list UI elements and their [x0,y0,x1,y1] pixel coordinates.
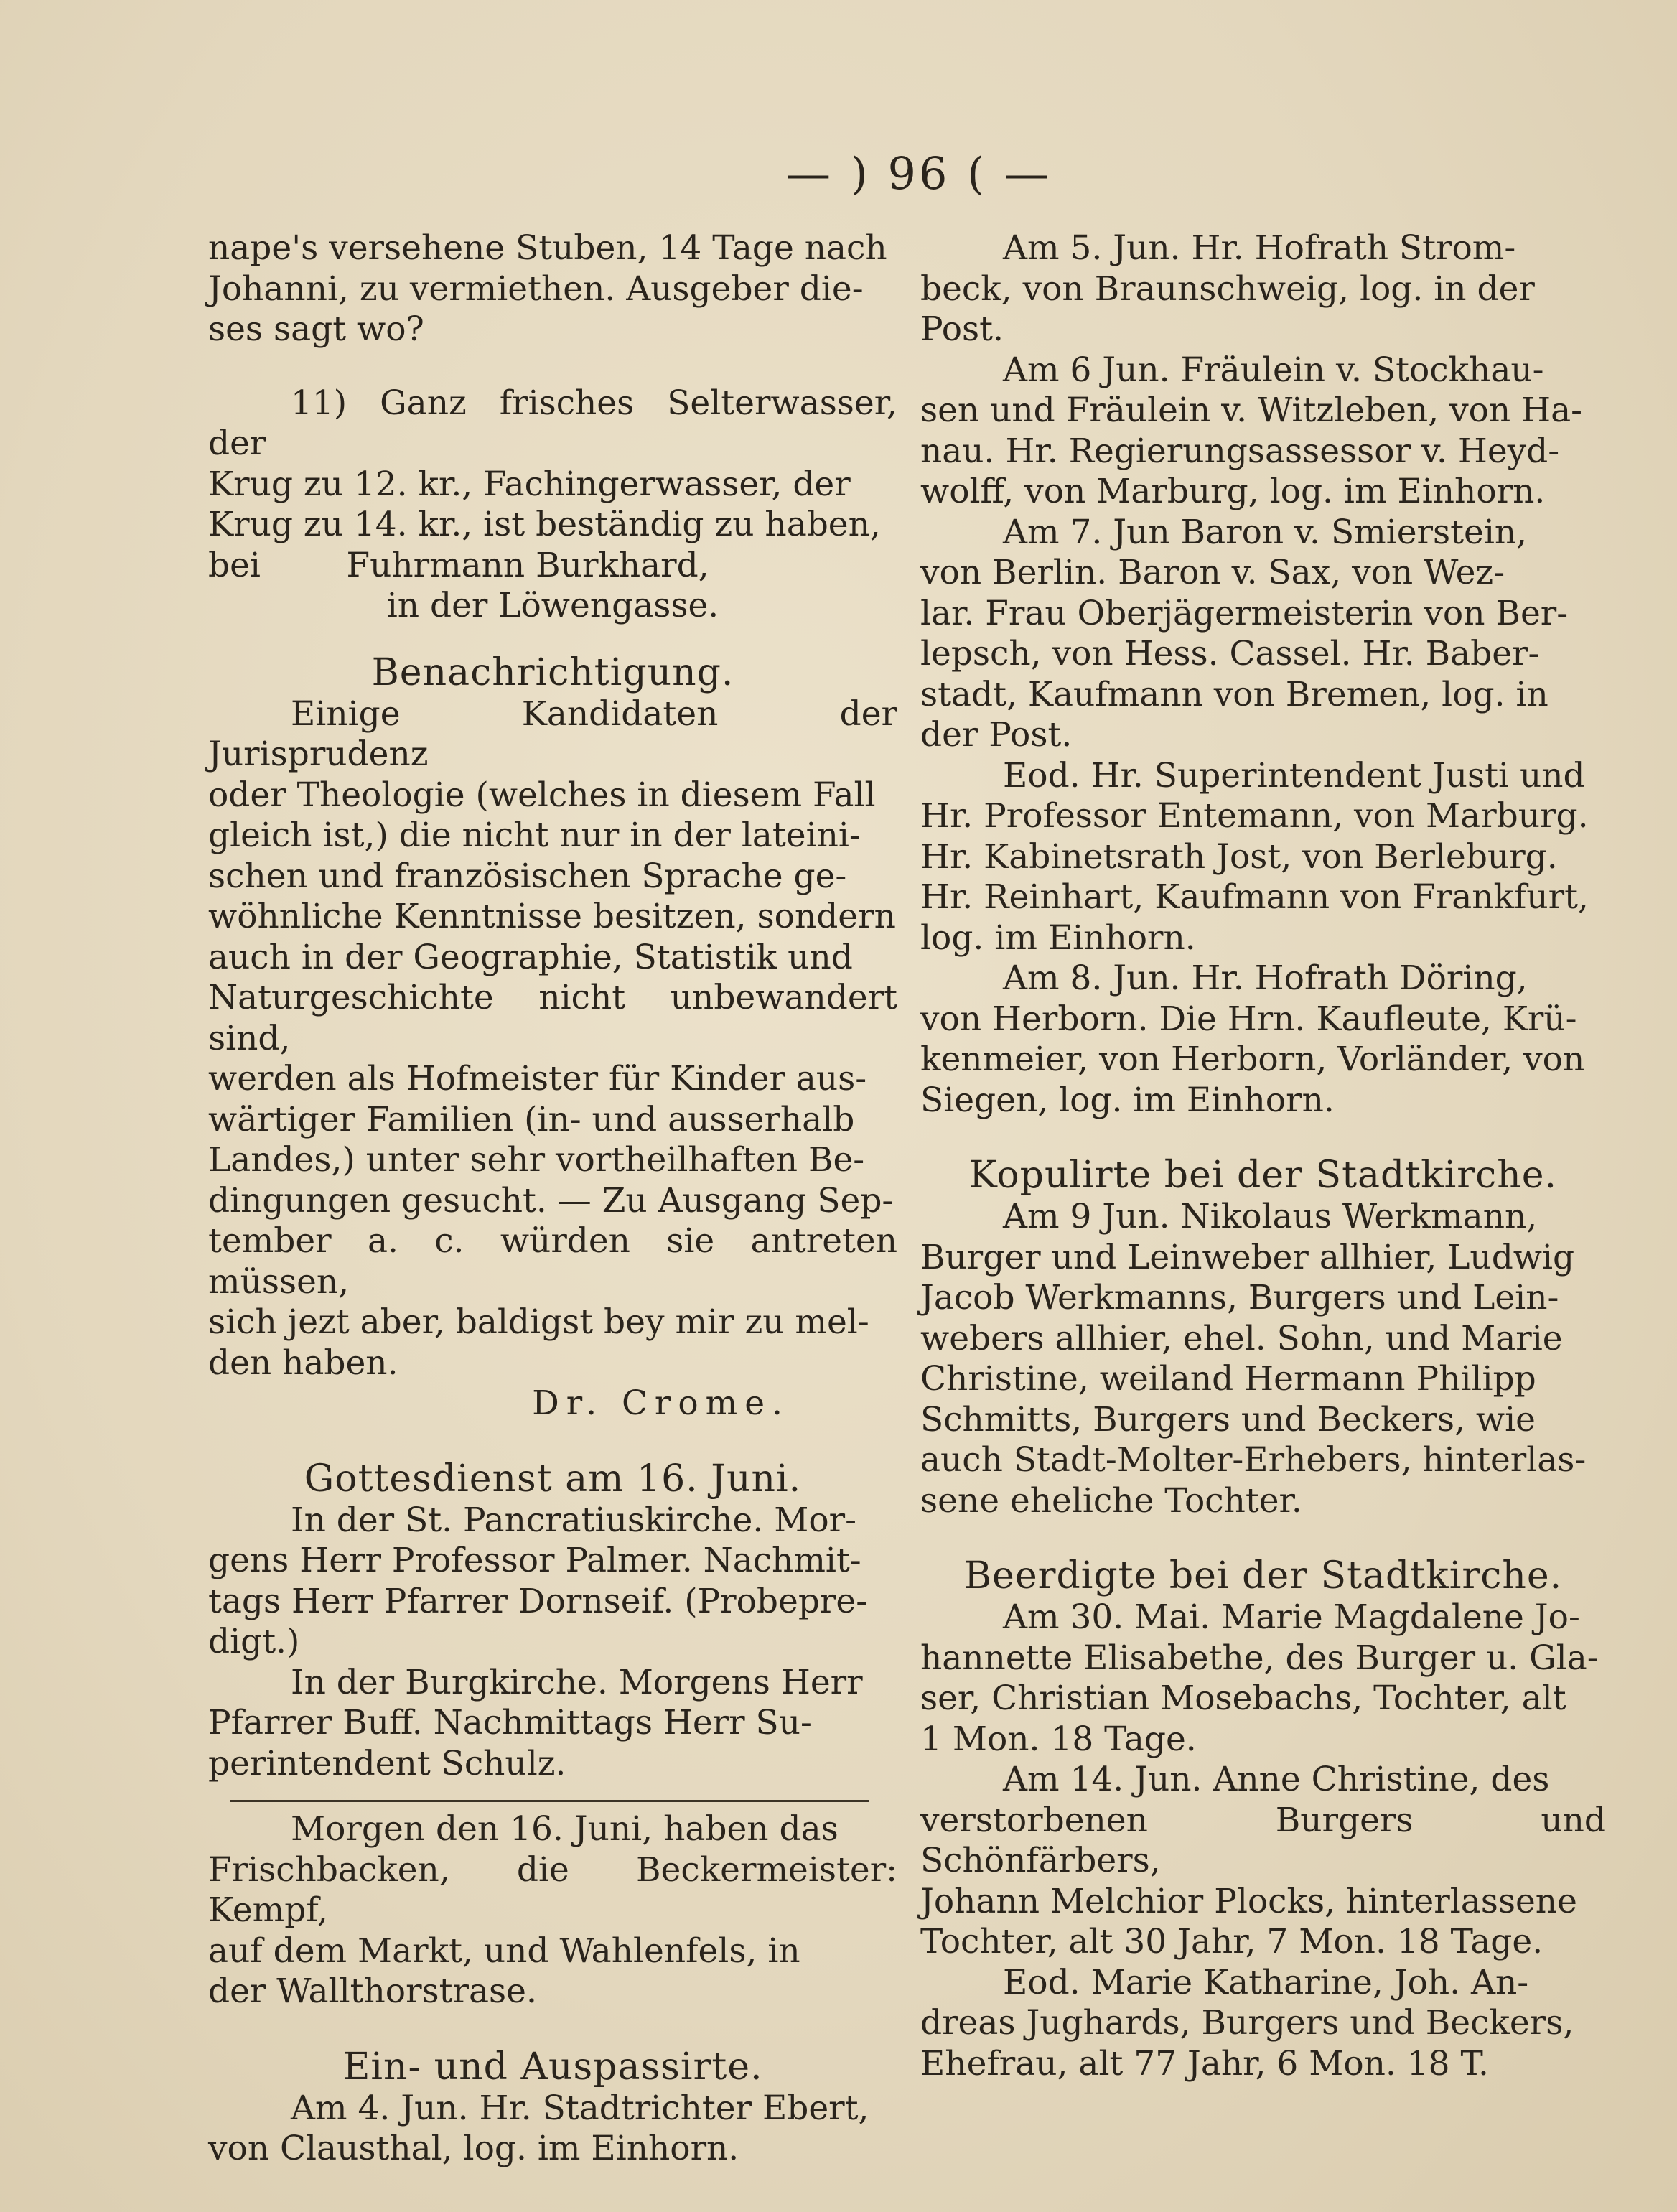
kopulirte-line: sene eheliche Tochter. [920,1480,1302,1521]
passirte-line: Am 4. Jun. Hr. Stadtrichter Ebert, [291,2088,869,2128]
passirte-heading: Ein- und Auspassirte. [342,2045,763,2089]
passirte-cont-line: Am 7. Jun Baron v. Smierstein, [1003,512,1528,552]
intro-line: ses sagt wo? [208,309,424,349]
beerdigte-line: Ehefrau, alt 77 Jahr, 6 Mon. 18 T. [920,2043,1489,2083]
frischbacken-line: Frischbacken, die Beckermeister: Kempf, [208,1849,897,1930]
benachrichtigung-line: Landes,) unter sehr vortheilhaften Be- [208,1140,865,1180]
beerdigte-line: Am 14. Jun. Anne Christine, des [1003,1760,1550,1799]
passirte-cont-line: Siegen, log. im Einhorn. [920,1080,1335,1120]
benachrichtigung-line: dingungen gesucht. — Zu Ausgang Sep- [208,1180,894,1221]
intro-line: nape's versehene Stuben, 14 Tage nach [208,228,887,268]
passirte-cont-line: Am 8. Jun. Hr. Hofrath Döring, [1003,958,1528,998]
pancratius-line: digt.) [208,1622,300,1661]
benachrichtigung-line: wöhnliche Kenntnisse besitzen, sondern [208,897,896,936]
beerdigte-line: Johann Melchior Plocks, hinterlassene [920,1881,1577,1921]
passirte-cont-line: log. im Einhorn. [920,918,1196,958]
benachrichtigung-line: gleich ist,) die nicht nur in der lateini- [208,816,861,855]
pancratius-line: In der St. Pancratiuskirche. Mor- [291,1500,857,1540]
benachrichtigung-line: auch in der Geographie, Statistik und [208,937,853,977]
item11-line: Krug zu 12. kr., Fachingerwasser, der [208,464,851,504]
passirte-cont-line: lepsch, von Hess. Cassel. Hr. Baber- [920,634,1540,673]
kopulirte-line: Burger und Leinweber allhier, Ludwig [920,1237,1575,1277]
burgkirche-line: In der Burgkirche. Morgens Herr [291,1662,863,1702]
benachrichtigung-line: sich jezt aber, baldigst bey mir zu mel- [208,1302,869,1342]
beerdigte-line: hannette Elisabethe, des Burger u. Gla- [920,1638,1599,1678]
kopulirte-heading: Kopulirte bei der Stadtkirche. [968,1154,1558,1197]
passirte-cont-line: wolff, von Marburg, log. im Einhorn. [920,472,1546,511]
kopulirte-line: webers allhier, ehel. Sohn, und Marie [920,1318,1563,1358]
benachrichtigung-line: den haben. [208,1343,398,1383]
frischbacken-line: der Wallthorstrase. [208,1971,537,2011]
kopulirte-line: Christine, weiland Hermann Philipp [920,1359,1536,1399]
right-column [920,228,1606,2084]
item11-line: Krug zu 14. kr., ist beständig zu haben, [208,505,881,544]
passirte-cont-line: von Herborn. Die Hrn. Kaufleute, Krü- [920,999,1577,1039]
passirte-cont-line: lar. Frau Oberjägermeisterin von Ber- [920,593,1569,633]
benachrichtigung-line: tember a. c. würden sie antreten müssen, [208,1221,897,1302]
passirte-cont-line: Hr. Reinhart, Kaufmann von Frankfurt, [920,877,1589,917]
pancratius-line: gens Herr Professor Palmer. Nachmit- [208,1541,861,1580]
benachrichtigung-line: Einige Kandidaten der Jurisprudenz [208,694,897,774]
beerdigte-line: verstorbenen Burgers und Schönfärbers, [920,1800,1606,1880]
kopulirte-line: Am 9 Jun. Nikolaus Werkmann, [1003,1197,1538,1236]
passirte-cont-line: kenmeier, von Herborn, Vorländer, von [920,1040,1585,1079]
benachrichtigung-line: Naturgeschichte nicht unbewandert sind, [208,978,897,1058]
passirte-cont-line: Hr. Kabinetsrath Jost, von Berleburg. [920,836,1558,877]
passirte-cont-line: Hr. Professor Entemann, von Marburg. [920,796,1589,836]
burgkirche-line: perintendent Schulz. [208,1743,566,1783]
item11-line: 11) Ganz frisches Selterwasser, der [208,383,897,463]
left-column [208,228,897,2170]
kopulirte-line: Schmitts, Burgers und Beckers, wie [920,1399,1536,1439]
passirte-cont-line: beck, von Braunschweig, log. in der [920,269,1535,309]
pancratius-line: tags Herr Pfarrer Dornseif. (Probepre- [208,1581,868,1621]
beerdigte-heading: Beerdigte bei der Stadtkirche. [963,1554,1563,1597]
passirte-cont-line: Post. [920,309,1004,349]
passirte-cont-line: sen und Fräulein v. Witzleben, von Ha- [920,391,1583,430]
beerdigte-line: Tochter, alt 30 Jahr, 7 Mon. 18 Tage. [920,1922,1543,1961]
kopulirte-line: auch Stadt-Molter-Erhebers, hinterlas- [920,1440,1587,1480]
passirte-cont-line: Am 6 Jun. Fräulein v. Stockhau- [1003,350,1544,390]
beerdigte-line: Am 30. Mai. Marie Magdalene Jo- [1003,1597,1580,1637]
passirte-cont-line: Eod. Hr. Superintendent Justi und [1003,755,1585,795]
gottesdienst-heading: Gottesdienst am 16. Juni. [304,1457,802,1501]
passirte-cont-line: stadt, Kaufmann von Bremen, log. in [920,674,1548,714]
passirte-cont-line: nau. Hr. Regierungsassessor v. Heyd- [920,431,1560,471]
frischbacken-line: Morgen den 16. Juni, haben das [291,1809,838,1849]
item11-line: bei Fuhrmann Burkhard, [208,545,709,585]
section-divider [230,1800,869,1802]
benachrichtigung-line: schen und französischen Sprache ge- [208,856,847,896]
kopulirte-line: Jacob Werkmanns, Burgers und Lein- [920,1278,1559,1317]
passirte-line: von Clausthal, log. im Einhorn. [208,2129,739,2168]
benachrichtigung-line: wärtiger Familien (in- und ausserhalb [208,1099,855,1139]
benachrichtigung-line: oder Theologie (welches in diesem Fall [208,775,876,815]
beerdigte-line: Eod. Marie Katharine, Joh. An- [1003,1962,1529,2002]
benachrichtigung-line: werden als Hofmeister für Kinder aus- [208,1059,867,1098]
passirte-cont-line: von Berlin. Baron v. Sax, von Wez- [920,553,1505,592]
passirte-cont-line: der Post. [920,715,1073,755]
intro-line: Johanni, zu vermiethen. Ausgeber die- [208,269,864,309]
beerdigte-line: dreas Jughards, Burgers und Beckers, [920,2003,1574,2043]
frischbacken-line: auf dem Markt, und Wahlenfels, in [208,1931,800,1971]
burgkirche-line: Pfarrer Buff. Nachmittags Herr Su- [208,1703,812,1742]
benachrichtigung-heading: Benachrichtigung. [371,650,734,694]
beerdigte-line: ser, Christian Mosebachs, Tochter, alt [920,1679,1566,1718]
passirte-cont-line: Am 5. Jun. Hr. Hofrath Strom- [1003,228,1516,268]
signature: Dr. Crome. [532,1383,790,1423]
item11-last-line: in der Löwengasse. [386,586,719,625]
page-number: — ) 96 ( — [785,147,1052,200]
beerdigte-line: 1 Mon. 18 Tage. [920,1719,1197,1759]
